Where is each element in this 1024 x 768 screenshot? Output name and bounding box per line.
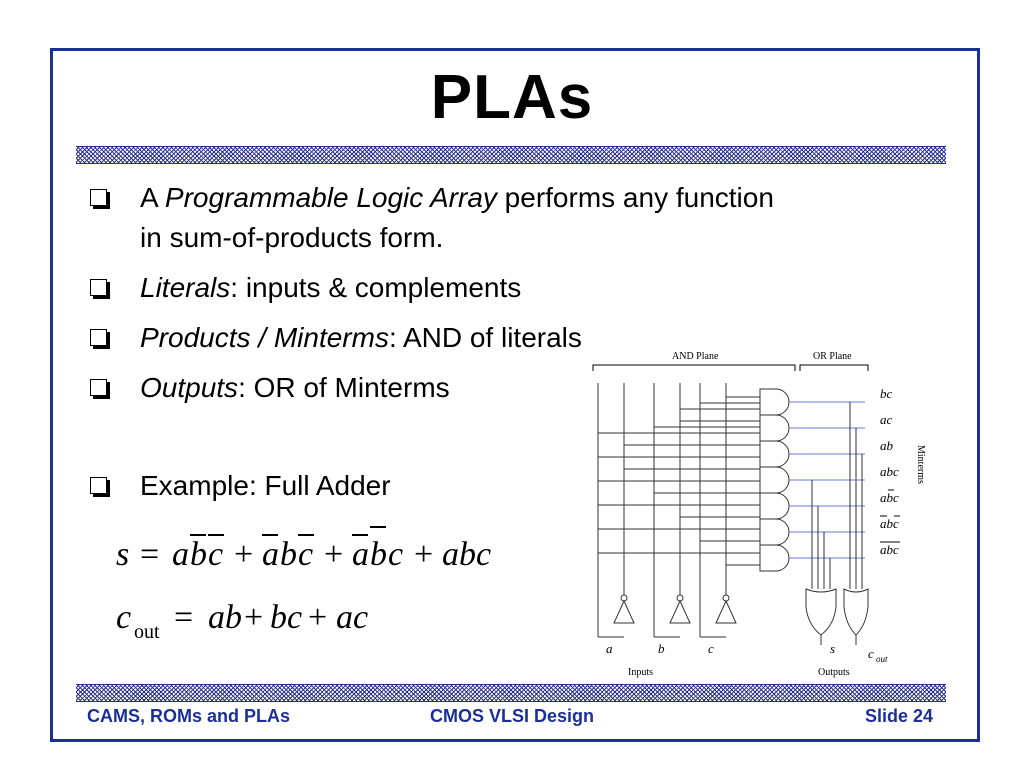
checkbox-bullet-icon	[90, 379, 107, 396]
checkbox-bullet-icon	[90, 189, 107, 206]
sum-equation	[110, 525, 570, 585]
pla-diagram	[580, 345, 940, 685]
svg-text:abc: abc	[442, 536, 492, 573]
footer-right: Slide 24	[865, 706, 934, 726]
and-gate	[760, 493, 789, 519]
or-plane-bracket	[800, 365, 868, 371]
bullet-text: performs any function	[496, 182, 774, 213]
bullet-text: Example: Full Adder	[140, 470, 391, 501]
bullet-text: : AND of literals	[388, 322, 582, 353]
svg-text:+: +	[414, 536, 434, 573]
minterm-label: ab	[880, 438, 893, 453]
and-plane-bracket	[593, 365, 795, 371]
bullet-text: A	[140, 182, 165, 213]
output-label: s	[830, 641, 836, 656]
svg-text:a: a	[172, 536, 189, 573]
footer-center: CMOS VLSI Design	[430, 706, 595, 726]
svg-text:ac: ac	[336, 599, 369, 636]
output-subscript: out	[876, 654, 888, 664]
svg-text:+: +	[324, 536, 344, 573]
svg-text:a: a	[262, 536, 279, 573]
slide-title: PLAs	[430, 63, 594, 132]
and-gate	[760, 467, 789, 493]
svg-text:s: s	[116, 536, 130, 573]
outputs-label: Outputs	[818, 667, 850, 678]
bullet-continuation: in sum-of-products form.	[140, 222, 444, 253]
svg-text:b: b	[280, 536, 297, 573]
inverter	[716, 601, 736, 623]
svg-text:bc: bc	[270, 599, 303, 636]
bullet-emphasis: Literals	[140, 272, 231, 303]
bullet-emphasis: Outputs	[140, 372, 239, 403]
carry-equation	[110, 592, 450, 652]
bullet-item	[86, 180, 774, 216]
svg-text:c: c	[388, 536, 404, 573]
bullet-item	[86, 270, 521, 306]
inverter	[614, 601, 634, 623]
minterm-label: ac	[880, 412, 893, 427]
bottom-divider	[76, 684, 946, 702]
inverter-bubble	[621, 595, 627, 601]
checkbox-bullet-icon	[90, 279, 107, 296]
inverter-bubble	[677, 595, 683, 601]
and-gate	[760, 415, 789, 441]
checkbox-bullet-icon	[90, 477, 107, 494]
svg-text:=: =	[140, 536, 160, 573]
svg-text:b: b	[370, 536, 387, 573]
svg-text:a: a	[352, 536, 369, 573]
svg-text:b: b	[190, 536, 207, 573]
minterm-label: abc	[880, 464, 899, 479]
svg-text:c: c	[298, 536, 314, 573]
svg-text:c: c	[116, 599, 132, 636]
svg-text:+: +	[308, 599, 328, 636]
checkbox-bullet-icon	[90, 329, 107, 346]
minterm-label: abc	[880, 516, 899, 531]
svg-text:out: out	[134, 621, 160, 643]
output-label: c	[868, 646, 874, 661]
svg-text:ab: ab	[208, 599, 242, 636]
inverter-bubble	[723, 595, 729, 601]
inverter	[670, 601, 690, 623]
svg-text:=: =	[174, 599, 194, 636]
or-gate	[806, 589, 836, 635]
minterm-label: abc	[880, 490, 899, 505]
svg-text:+: +	[234, 536, 254, 573]
bullet-item	[86, 370, 450, 406]
input-label: b	[658, 641, 665, 656]
bullet-item	[86, 468, 391, 504]
and-plane-label: AND Plane	[672, 351, 719, 362]
and-gate	[760, 545, 789, 571]
footer-left: CAMS, ROMs and PLAs	[87, 706, 291, 726]
bullet-item	[86, 320, 582, 356]
bullet-emphasis: Products / Minterms	[140, 322, 389, 353]
top-divider	[76, 146, 946, 164]
and-gate	[760, 519, 789, 545]
minterms-label: Minterms	[915, 445, 926, 484]
or-gate	[844, 589, 868, 635]
bullet-emphasis: Programmable Logic Array	[164, 182, 497, 213]
and-gate	[760, 389, 789, 415]
svg-text:c: c	[208, 536, 224, 573]
bullet-text: : inputs & complements	[230, 272, 522, 303]
bullet-text: : OR of Minterms	[238, 372, 450, 403]
input-label: a	[606, 641, 613, 656]
inputs-label: Inputs	[628, 667, 653, 678]
and-gate	[760, 441, 789, 467]
input-label: c	[708, 641, 714, 656]
minterm-label: abc	[880, 542, 899, 557]
minterm-label: bc	[880, 386, 893, 401]
svg-text:+: +	[244, 599, 264, 636]
or-plane-label: OR Plane	[813, 351, 852, 362]
